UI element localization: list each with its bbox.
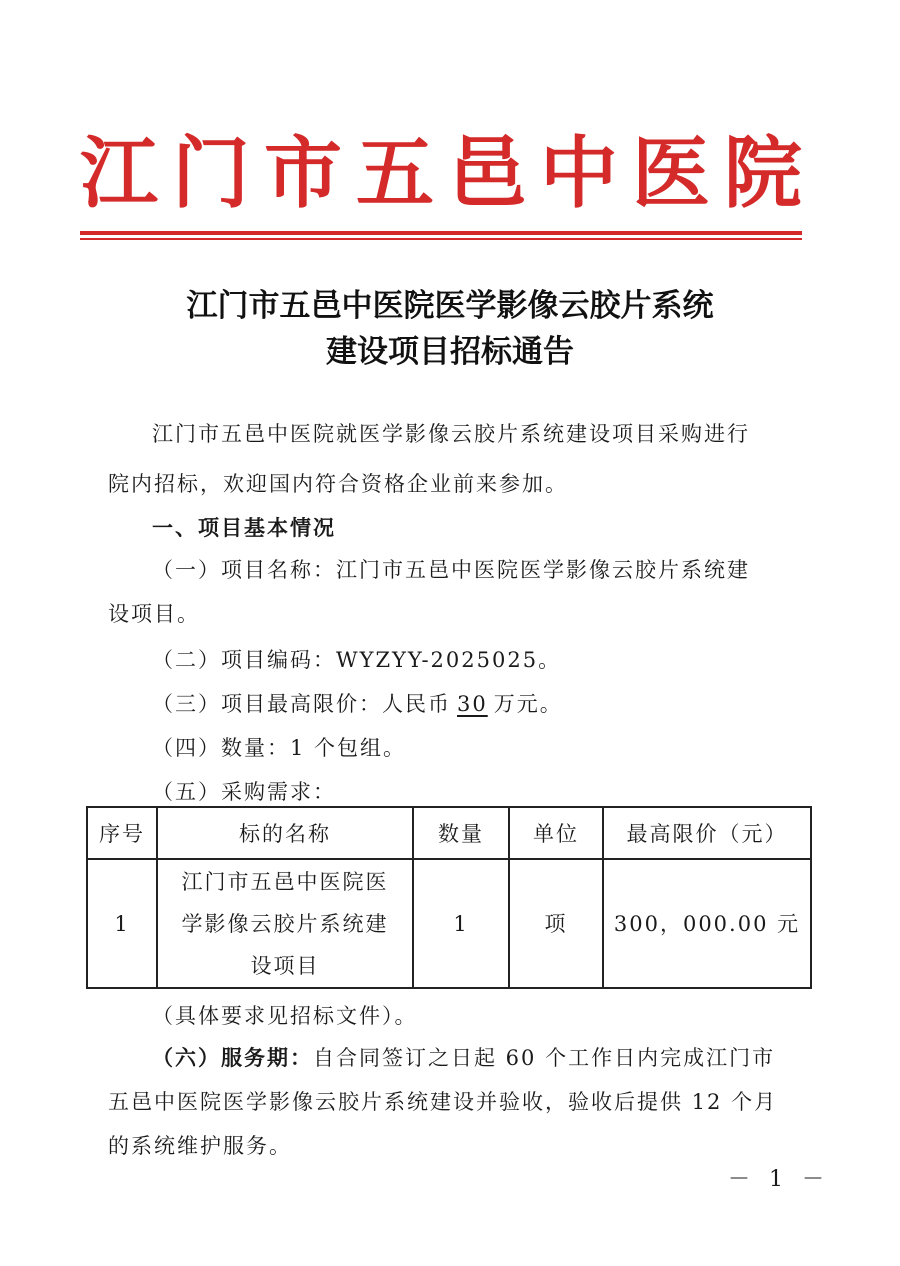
item-service-period-line-1 — [152, 1036, 846, 1080]
item-procurement-needs: （五）采购需求： — [152, 780, 336, 804]
masthead-char: 邑 — [447, 129, 526, 219]
table-row — [87, 859, 811, 988]
masthead-char: 市 — [263, 129, 342, 219]
section-heading: 一、项目基本情况 — [152, 516, 336, 540]
cell-name — [157, 859, 413, 988]
item-project-code: （二）项目编码：WYZYY-2025025。 — [152, 648, 562, 672]
service-period-text: 自合同签订之日起 60 个工作日内完成江门市 — [313, 1046, 776, 1070]
item-max-price-suffix: 万元。 — [493, 692, 563, 716]
cell-no: 1 — [87, 859, 157, 988]
procurement-table — [86, 806, 812, 989]
item-max-price-prefix: （三）项目最高限价：人民币 — [152, 692, 451, 716]
table-note: （具体要求见招标文件）。 — [152, 1004, 418, 1028]
item-max-price — [152, 682, 846, 726]
masthead-char: 中 — [539, 129, 618, 219]
service-period-label: （六）服务期： — [152, 1046, 313, 1070]
max-price-amount: 30 — [457, 692, 488, 716]
masthead-char: 五 — [355, 129, 434, 219]
col-header-unit: 单位 — [509, 807, 603, 859]
table-header-row — [87, 807, 811, 859]
col-header-no: 序号 — [87, 807, 157, 859]
cell-name-line-1: 江门市五邑中医院医 — [181, 869, 389, 894]
masthead-char: 医 — [631, 129, 710, 219]
item-project-name-line-1: （一）项目名称：江门市五邑中医院医学影像云胶片系统建 — [152, 558, 750, 582]
intro-line-1: 江门市五邑中医院就医学影像云胶片系统建设项目采购进行 — [152, 422, 750, 446]
masthead-char: 院 — [723, 129, 802, 219]
page-number: － 1 － — [728, 1167, 830, 1192]
cell-unit: 项 — [509, 859, 603, 988]
cell-name-line-3: 设项目 — [250, 953, 320, 978]
item-project-name-line-2: 设项目。 — [108, 602, 200, 626]
hospital-masthead — [80, 128, 802, 220]
col-header-name: 标的名称 — [157, 807, 413, 859]
item-service-period-line-2: 五邑中医院医学影像云胶片系统建设并验收，验收后提供 12 个月 — [108, 1090, 778, 1114]
col-header-qty: 数量 — [413, 807, 509, 859]
cell-qty: 1 — [413, 859, 509, 988]
cell-price: 300，000.00 元 — [603, 859, 811, 988]
document-title-line-2: 建设项目招标通告 — [326, 334, 574, 370]
document-title-line-1: 江门市五邑中医院医学影像云胶片系统 — [186, 288, 714, 324]
intro-line-2: 院内招标，欢迎国内符合资格企业前来参加。 — [108, 472, 568, 496]
masthead-char: 江 — [80, 129, 159, 219]
masthead-char: 门 — [171, 129, 250, 219]
col-header-price: 最高限价（元） — [603, 807, 811, 859]
masthead-rule-thick — [80, 231, 802, 235]
cell-name-line-2: 学影像云胶片系统建 — [181, 911, 389, 936]
item-quantity: （四）数量：1 个包组。 — [152, 736, 407, 760]
masthead-rule-thin — [80, 238, 802, 240]
item-service-period-line-3: 的系统维护服务。 — [108, 1134, 292, 1158]
